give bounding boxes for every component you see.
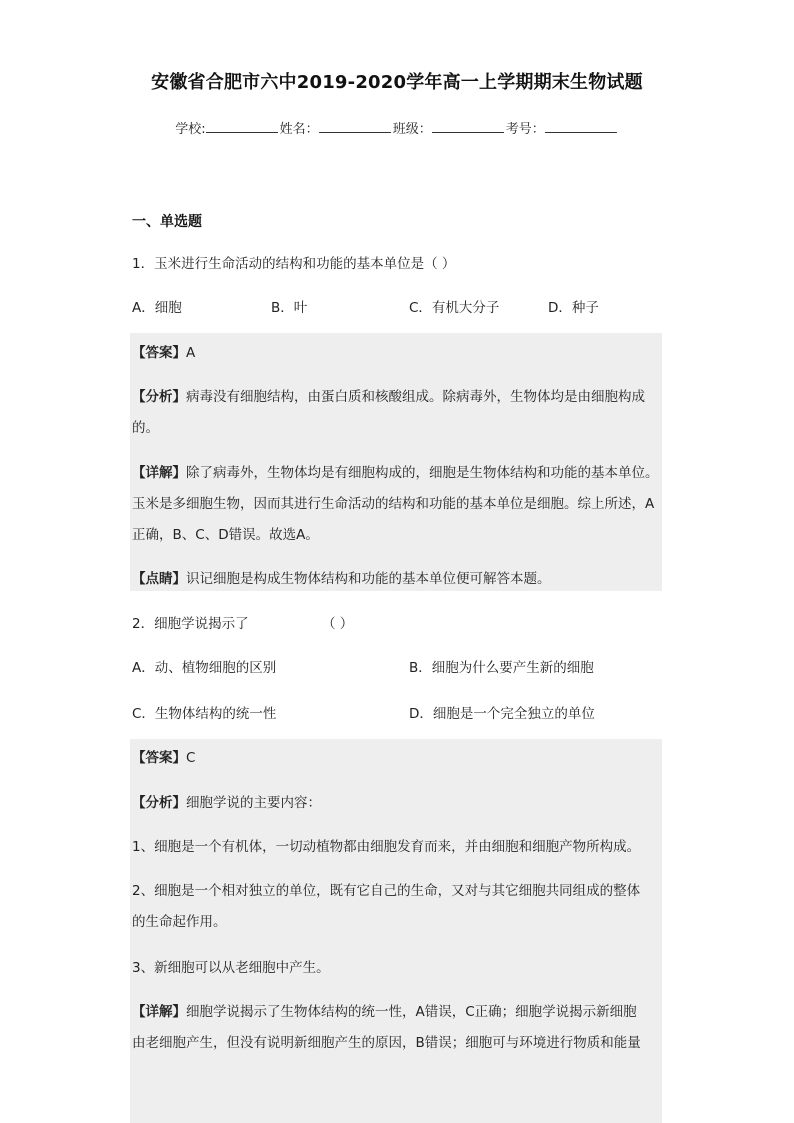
class-label: 班级： [392, 122, 432, 137]
q1-comment: 【点睛】识记细胞是构成生物体结构和功能的基本单位便可解答本题。 [132, 571, 551, 587]
q1-analysis-cont: 的。 [132, 420, 159, 436]
q2-option-b: B．细胞为什么要产生新的细胞 [409, 660, 594, 676]
name-label: 姓名： [279, 122, 319, 137]
q1-option-d: D．种子 [548, 300, 599, 316]
school-label: 学校: [175, 122, 206, 137]
q2-point-2: 2、细胞是一个相对独立的单位，既有它自己的生命，又对与其它细胞共同组成的整体 [132, 883, 641, 899]
question-2-stem: 2．细胞学说揭示了 [132, 616, 249, 632]
school-blank [206, 120, 278, 133]
q2-detail-cont: 由老细胞产生，但没有说明新细胞产生的原因，B错误；细胞可与环境进行物质和能量 [132, 1035, 641, 1051]
q1-detail-cont-1: 玉米是多细胞生物，因而其进行生命活动的结构和功能的基本单位是细胞。综上所述，A [132, 496, 655, 512]
q1-option-c: C．有机大分子 [409, 300, 500, 316]
q2-point-2-cont: 的生命起作用。 [132, 914, 227, 930]
exam-no-label: 考号： [505, 122, 545, 137]
q2-option-d: D．细胞是一个完全独立的单位 [409, 706, 595, 722]
question-1-stem: 1．玉米进行生命活动的结构和功能的基本单位是（ ） [132, 256, 456, 272]
q2-option-a: A．动、植物细胞的区别 [132, 660, 277, 676]
q1-detail: 【详解】除了病毒外，生物体均是有细胞构成的，细胞是生物体结构和功能的基本单位。 [132, 465, 659, 481]
q1-answer: 【答案】A [132, 345, 196, 361]
exam-no-blank [545, 120, 617, 133]
q2-analysis: 【分析】细胞学说的主要内容： [132, 795, 321, 811]
q2-point-3: 3、新细胞可以从老细胞中产生。 [132, 960, 330, 976]
q2-option-c: C．生物体结构的统一性 [132, 706, 277, 722]
class-blank [432, 120, 504, 133]
q1-analysis: 【分析】病毒没有细胞结构，由蛋白质和核酸组成。除病毒外，生物体均是由细胞构成 [132, 389, 645, 405]
q1-detail-cont-2: 正确，B、C、D错误。故选A。 [132, 527, 319, 543]
student-info-line [0, 118, 794, 137]
q2-detail: 【详解】细胞学说揭示了生物体结构的统一性，A错误，C正确；细胞学说揭示新细胞 [132, 1004, 637, 1020]
q2-answer: 【答案】C [132, 750, 196, 766]
name-blank [319, 120, 391, 133]
section-heading: 一、单选题 [132, 214, 202, 230]
page-title: 安徽省合肥市六中2019-2020学年高一上学期期末生物试题 [151, 72, 643, 93]
q2-point-1: 1、细胞是一个有机体，一切动植物都由细胞发育而来，并由细胞和细胞产物所构成。 [132, 839, 641, 855]
question-2-paren: （ ） [322, 616, 354, 632]
q1-option-b: B．叶 [271, 300, 308, 316]
q1-option-a: A．细胞 [132, 300, 182, 316]
